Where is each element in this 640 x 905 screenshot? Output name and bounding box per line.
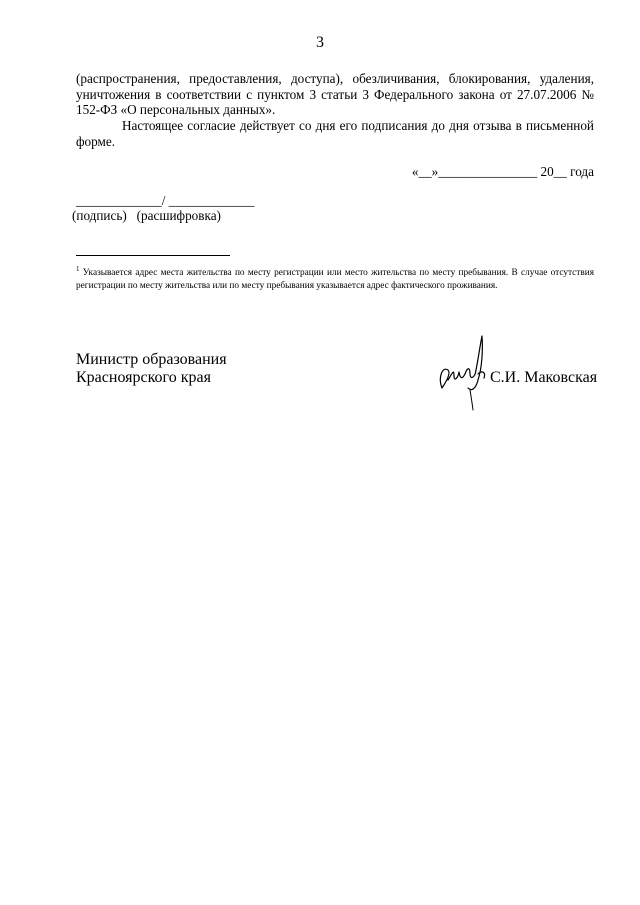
minister-title bbox=[76, 351, 227, 387]
footnote-marker: 1 bbox=[76, 265, 80, 273]
minister-title-line1: Министр образования bbox=[76, 351, 227, 368]
page-number: 3 bbox=[316, 34, 324, 51]
date-field: «__»_______________ 20__ года bbox=[411, 164, 594, 179]
signer-name: С.И. Маковская bbox=[490, 369, 598, 386]
footnote-text: Указывается адрес места жительства по месту регистрации или место жительства по месту пребывания. В случае отсутствия регистрации по месту жительства или по месту пребывания указывается адрес фактического проживания. bbox=[76, 268, 594, 292]
footnote bbox=[76, 263, 594, 293]
consent-validity-paragraph: Настоящее согласие действует со дня его подписания до дня отзыва в письменной форме. bbox=[76, 118, 594, 149]
signature-blank-line: _____________/ _____________ bbox=[76, 193, 255, 208]
signature-caption: (подпись) (расшифровка) bbox=[72, 208, 221, 223]
minister-title-line2: Красноярского края bbox=[76, 369, 211, 386]
handwritten-signature bbox=[432, 330, 496, 414]
footnote-separator bbox=[76, 255, 230, 256]
consent-scope-paragraph: (распространения, предоставления, доступа), обезличивания, блокирования, удаления, уничтожения в соответствии с пунктом 3 статьи 3 Федерального закона от 27.07.2006 № 152-ФЗ «О персональных данных». bbox=[76, 71, 594, 117]
